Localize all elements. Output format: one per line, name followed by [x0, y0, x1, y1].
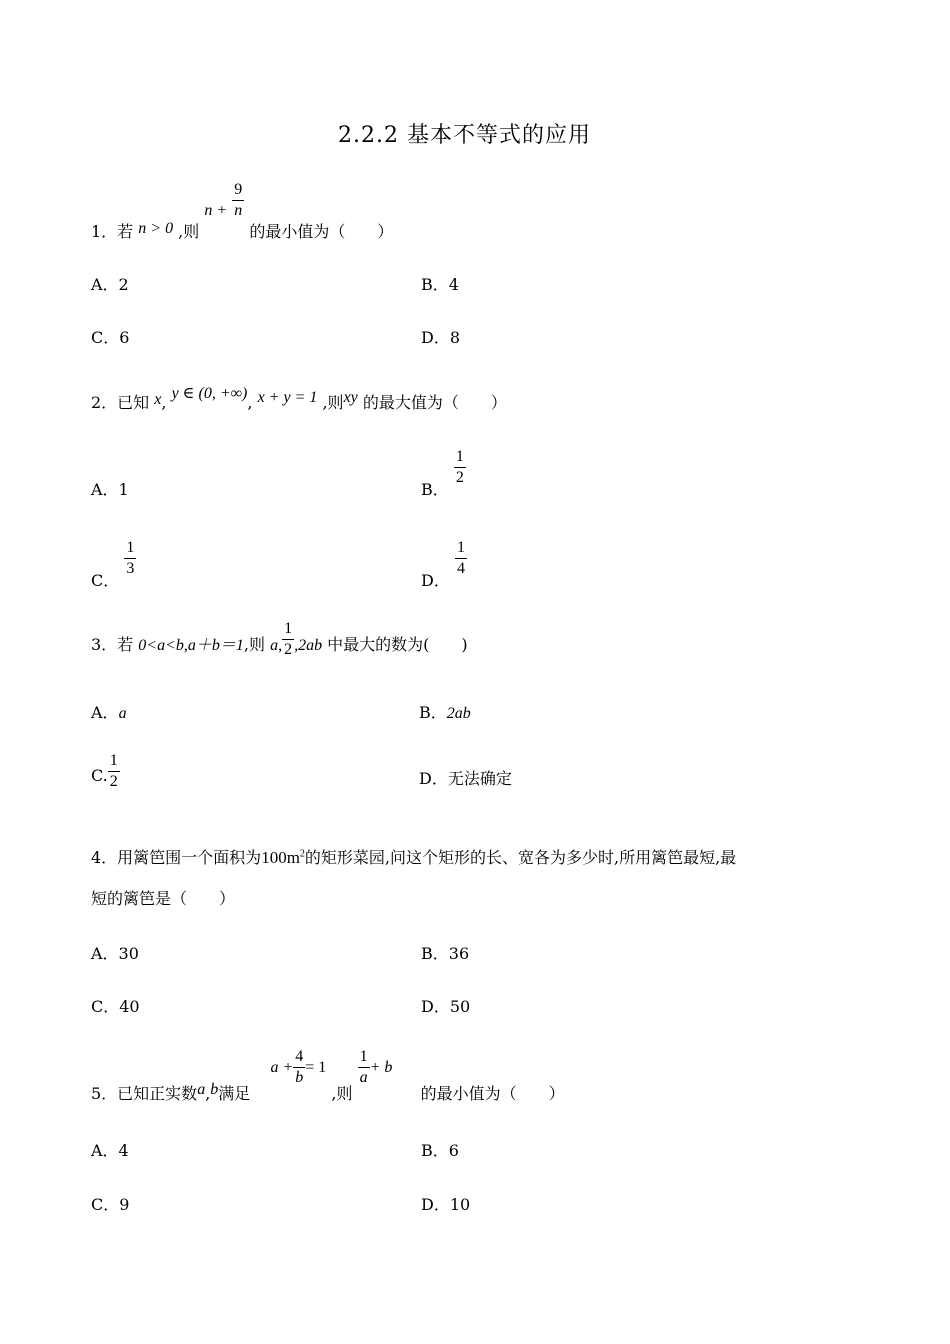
- q4-line2: 短的篱笆是（ ）: [91, 889, 236, 908]
- q1-option-c[interactable]: C．6: [91, 328, 130, 347]
- q3-fraction: $\frac{1}{2}$: [284, 620, 293, 658]
- question-2: 2．已知 x, y ∈ (0, +∞), x + y = 1 ,则xy 的最大值为（ ）: [91, 385, 507, 412]
- q3-option-a[interactable]: A．a: [91, 703, 127, 722]
- q2-option-b[interactable]: B． $\frac{1}{2}$: [421, 448, 464, 499]
- q3-option-b[interactable]: B．2ab: [419, 703, 471, 722]
- q1-fraction: $\frac{9}{n}$: [234, 181, 243, 219]
- question-4: [91, 845, 736, 868]
- question-3: 3．若 0<a<b,a＋b＝1,则 a, $\frac{1}{2}$ ,2ab 中最大的数为( ): [91, 620, 468, 658]
- q5-option-a[interactable]: A．4: [91, 1141, 129, 1160]
- q5-number: 5．已知正实数: [91, 1084, 198, 1103]
- q5-expression: $\frac{1}{a}$: [359, 1048, 368, 1086]
- q2-option-d[interactable]: D． $\frac{1}{4}$: [421, 539, 465, 590]
- q2-option-a[interactable]: A．1: [91, 480, 129, 499]
- q4-option-a[interactable]: A．30: [91, 944, 139, 963]
- q1-option-a[interactable]: A．2: [91, 275, 129, 294]
- q4-area: $100m^2$: [261, 848, 305, 867]
- q1-condition: n > 0: [138, 220, 174, 237]
- q3-tail: 中最大的数为( ): [322, 635, 468, 654]
- q5-option-b[interactable]: B．6: [421, 1141, 459, 1160]
- q2-number: 2．已知: [91, 393, 150, 412]
- question-1: 1．若 n > 0 ,则 n + $\frac{9}{n}$ 的最小值为（ ）: [91, 181, 394, 241]
- q5-tail: 的最小值为（ ）: [420, 1084, 565, 1103]
- q2-domain: y ∈ (0, +∞): [171, 385, 248, 402]
- q5-option-d[interactable]: D．10: [421, 1195, 471, 1214]
- q4-option-c[interactable]: C．40: [91, 997, 140, 1016]
- q4-line1-start: 4．用篱笆围一个面积为: [91, 848, 262, 867]
- q5-condition: a +: [270, 1059, 294, 1076]
- q3-option-c[interactable]: C. $\frac{1}{2}$: [91, 752, 118, 790]
- page-title: 2.2.2 基本不等式的应用: [338, 123, 591, 148]
- question-5: 5．已知正实数a,b满足 a + $\frac{4}{b}$ = 1 ,则 $\frac{1}{a}$ + b 的最小值为（ ）: [91, 1048, 565, 1103]
- q1-option-b[interactable]: B．4: [421, 275, 459, 294]
- q2-option-c[interactable]: C． $\frac{1}{3}$: [91, 539, 135, 590]
- q2-tail: 的最大值为（ ）: [362, 393, 507, 412]
- q4-option-b[interactable]: B．36: [421, 944, 470, 963]
- q2-equation: x + y = 1: [257, 389, 318, 406]
- q3-condition: 0<a<b,a＋b＝1: [138, 637, 244, 654]
- q4-line1-end: 的矩形菜园,问这个矩形的长、宽各为多少时,所用篱笆最短,最: [304, 848, 737, 867]
- q1-number: 1．若: [91, 222, 134, 241]
- q1-tail: 的最小值为（ ）: [249, 222, 394, 241]
- q4-option-d[interactable]: D．50: [421, 997, 471, 1016]
- q5-option-c[interactable]: C．9: [91, 1195, 130, 1214]
- q1-option-d[interactable]: D．8: [421, 328, 461, 347]
- q1-expression: n +: [204, 202, 228, 219]
- q3-option-d[interactable]: D．无法确定: [419, 769, 512, 788]
- q3-number: 3．若: [91, 635, 139, 654]
